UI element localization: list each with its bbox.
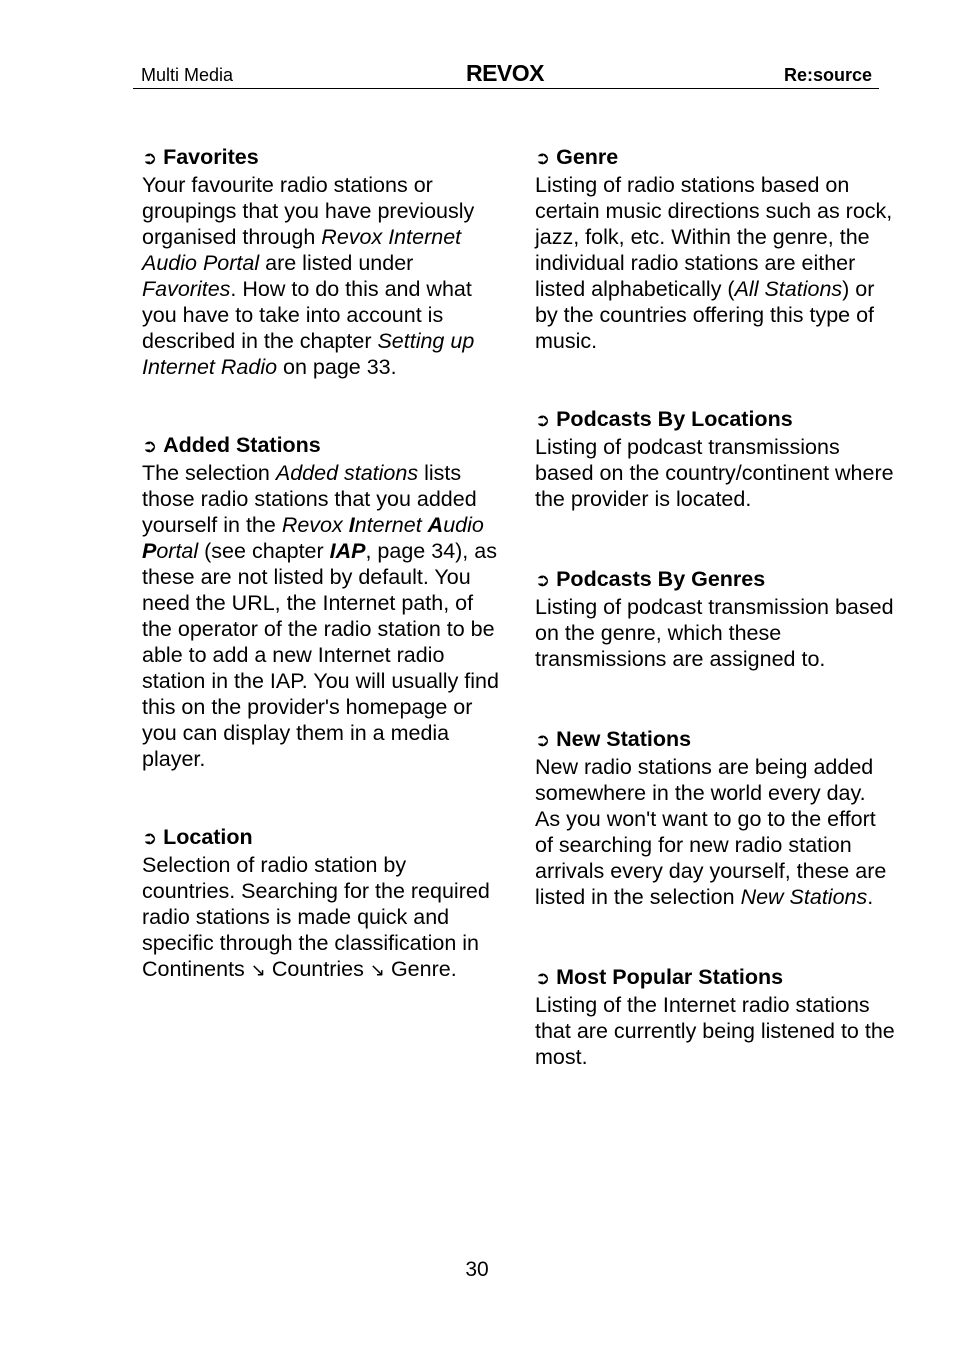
arrow-bullet-icon: ➲ [142,148,158,169]
header-product-label: Re:source [783,65,872,85]
header-section-label: Multi Media [141,65,234,85]
section-body: Selection of radio station by countries. Searching for the required radio stations is made quick and specific through the classification in Continents ↘ Countries ↘ Genre. [142,853,490,981]
page-header [133,58,879,89]
left-column [142,144,502,984]
arrow-bullet-icon: ➲ [142,828,158,849]
arrow-bullet-icon: ➲ [535,968,551,989]
arrow-bullet-icon: ➲ [535,410,551,431]
revox-logo [455,61,555,85]
section-heading: ➲ Podcasts By Genres [535,567,766,591]
arrow-bullet-icon: ➲ [535,148,551,169]
section-added-stations [142,432,502,772]
arrow-bullet-icon: ➲ [142,436,158,457]
section-body: Listing of radio stations based on certain music directions such as rock, jazz, folk, etc. Within the genre, the individual radio stations are either listed alphabetically (All Stations) or by the countries offering this type of music. [535,173,893,353]
section-body: Listing of podcast transmission based on the genre, which these transmissions are assigned to. [535,595,894,671]
section-favorites [142,144,502,380]
section-heading: ➲ Favorites [142,145,259,169]
section-podcasts-by-locations [535,406,895,512]
section-heading: ➲ Added Stations [142,433,321,457]
section-most-popular-stations [535,964,895,1070]
section-body: New radio stations are being added somewhere in the world every day. As you won't want to go to the effort of searching for new radio station arrivals every day yourself, these are listed in the selection New Stations. [535,755,887,909]
arrow-bullet-icon: ➲ [535,570,551,591]
logo-text: REVOX [465,61,545,85]
section-podcasts-by-genres [535,566,895,672]
down-right-arrow-icon: ↘ [250,960,266,981]
section-heading: ➲ Most Popular Stations [535,965,784,989]
section-genre [535,144,895,354]
section-heading: ➲ Podcasts By Locations [535,407,793,431]
section-body: The selection Added stations lists those radio stations that you added yourself in the Revox Internet Audio Portal (see chapter IAP, page 34), as these are not listed by default. You need the URL, the Internet path, of the operator of the radio station to be able to add a new Internet radio station in the IAP. You will usually find this on the provider's homepage or you can display them in a media player. [142,461,499,771]
section-new-stations [535,726,895,910]
section-body: Your favourite radio stations or groupings that you have previously organised through Revox Internet Audio Portal are listed under Favorites. How to do this and what you have to take into account is described in the chapter Setting up Internet Radio on page 33. [142,173,475,379]
arrow-bullet-icon: ➲ [535,730,551,751]
section-heading: ➲ New Stations [535,727,692,751]
right-column [535,144,895,1070]
section-heading: ➲ Location [142,825,253,849]
section-body: Listing of the Internet radio stations that are currently being listened to the most. [535,993,895,1069]
section-body: Listing of podcast transmissions based on the country/continent where the provider is located. [535,435,894,511]
page-number: 30 [465,1258,489,1281]
section-location [142,824,502,984]
down-right-arrow-icon: ↘ [369,960,385,981]
section-heading: ➲ Genre [535,145,619,169]
